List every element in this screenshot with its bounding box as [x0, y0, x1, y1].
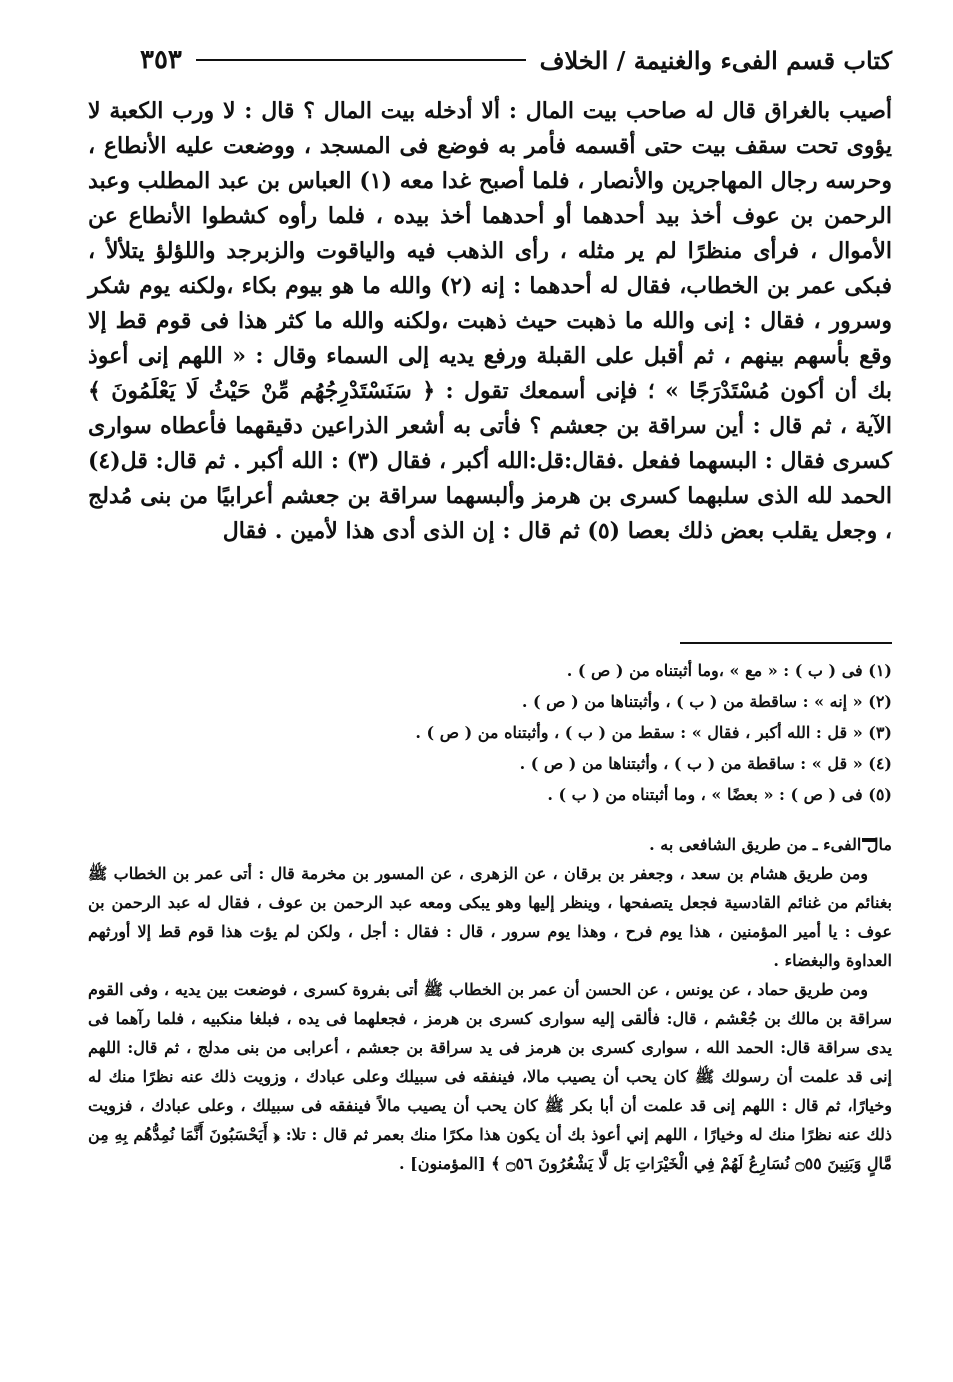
commentary-paragraph: ومن طريق حماد ، عن يونس ، عن الحسن أن عمر بن الخطاب ﷺ أتى بفروة كسرى ، فوضعت بين يديه ، وفى القوم سراقة بن مالك بن جُعْشم ، قال: فألقى إليه سوارى كسرى بن هرمز ، فجعلهما فى يده ، فبلغا منكبيه ، فلما رآهما فى يدى سراقة قال: الحمد الله ، سوارى كسرى بن هرمز فى يد سراقة بن جعشم ، أعرابى من بنى مدلج ، ثم قال: اللهم إنى قد علمت أن رسولك ﷺ كان يحب أن يصيب مالا، فينفقه فى سبيلك وعلى عبادك ، وزويت ذلك عنه نظرًا منك له وخيارًا، ثم قال : اللهم إنى قد علمت أن أبا بكر ﷺ كان يحب أن يصيب مالاً فينفقه فى سبيلك ، وعلى عبادك ، فزويت ذلك عنه نظرًا منك له وخيارًا ، اللهم إني أعوذ بك أن يكون هذا مكرًا منك بعمر ثم قال : تلا: ﴿ أَيَحْسَبُونَ أَنَّمَا نُمِدُّهُم بِهِ مِن مَّالٍ وَبَنِينَ ۝٥٥ نُسَارِعُ لَهُمْ فِي الْخَيْرَاتِ بَل لَّا يَشْعُرُونَ ۝٥٦ ﴾ [المؤمنون] .	[88, 980, 893, 1173]
footnotes-divider	[680, 642, 892, 644]
commentary-paragraph: ومن طريق هشام بن سعد ، وجعفر بن برقان ، عن الزهرى ، عن المسور بن مخرمة قال : أتى عمر بن الخطاب ﷺ بغنائم من غنائم القادسية فجعل يتصفحها ، وينظر إليها وهو يبكى ومعه عبد الرحمن بن عوف ، فقال له عبد الرحمن بن عوف : يا أمير المؤمنين ، هذا يوم فرح ، وهذا يوم سرور ، قال : فقال : أجل ، ولكن لم يؤت هذا قوم قط إلا أورثهم العداوة والبغضاء .	[88, 864, 892, 970]
page-header	[140, 40, 892, 80]
footnote-2: (٢) « إنه » : ساقطة من ( ب ) ، وأثبتناها من ( ص ) .	[521, 692, 892, 711]
commentary-block	[88, 830, 892, 1178]
commentary-line: مال الفىء ـ من طريق الشافعى به .	[649, 835, 892, 854]
footnote-5: (٥) فى ( ص ) : « بعضًا » ، وما أثبتناه من ( ب ) .	[547, 785, 892, 804]
main-paragraph: أصيب بالغراق قال له صاحب بيت المال : ألا أدخله بيت المال ؟ قال : لا ورب الكعبة لا يؤوى تحت سقف بيت حتى أقسمه فأمر به فوضع فى المسجد ، ووضعت عليه الأنطاع ، وحرسه رجال المهاجرين والأنصار ، فلما أصبح غدا معه (١) العباس بن عبد المطلب وعبد الرحمن بن عوف أخذ بيد أحدهما أو أحدهما أخذ بيده ، فلما رأوه كشطوا الأنطاع عن الأموال ، فرأى منظرًا لم ير مثله ، رأى الذهب فيه والياقوت والزبرجد واللؤلؤ يتلألأ ، فبكى عمر بن الخطاب، فقال له أحدهما : إنه (٢) والله ما هو بيوم بكاء ،ولكنه يوم شكر وسرور ، فقال : إنى والله ما ذهبت حيث ذهبت ،ولكنه والله ما كثر هذا فى قوم قط إلا وقع بأسهم بينهم ، ثم أقبل على القبلة ورفع يديه إلى السماء وقال : « اللهم إنى أعوذ بك أن أكون مُسْتَدْرَجًا » ؛ فإنى أسمعك تقول : ﴿ سَنَسْتَدْرِجُهُم مِّنْ حَيْثُ لَا يَعْلَمُونَ ﴾ الآية ، ثم قال : أين سراقة بن جعشم ؟ فأتى به أشعر الذراعين دقيقهما فأعطاه سوارى كسرى فقال : البسهما ففعل .فقال:قل:الله أكبر ، فقال (٣) : الله أكبر . ثم قال: قل(٤) الحمد لله الذى سلبهما كسرى بن هرمز وألبسهما سراقة بن جعشم أعرابيًا من بنى مُدلج ، وجعل يقلب بعض ذلك بعصا (٥) ثم قال : إن الذى أدى هذا لأمين . فقال	[88, 98, 892, 544]
footnotes-list	[88, 655, 892, 810]
main-text	[88, 94, 892, 549]
header-rule	[196, 59, 526, 61]
running-title: كتاب قسم الفىء والغنيمة / الخلاف	[539, 45, 892, 75]
footnote-3: (٣) « قل : الله أكبر ، فقال » : سقط من ( ب ) ، وأثبتناه من ( ص ) .	[415, 723, 892, 742]
page-number: ٣٥٣	[140, 45, 182, 75]
footnote-4: (٤) « قل » : ساقطة من ( ب ) ، وأثبتناها من ( ص ) .	[519, 754, 892, 773]
footnote-1: (١) فى ( ب ) : « مع » ،وما أثبتناه من ( ص ) .	[566, 661, 892, 680]
